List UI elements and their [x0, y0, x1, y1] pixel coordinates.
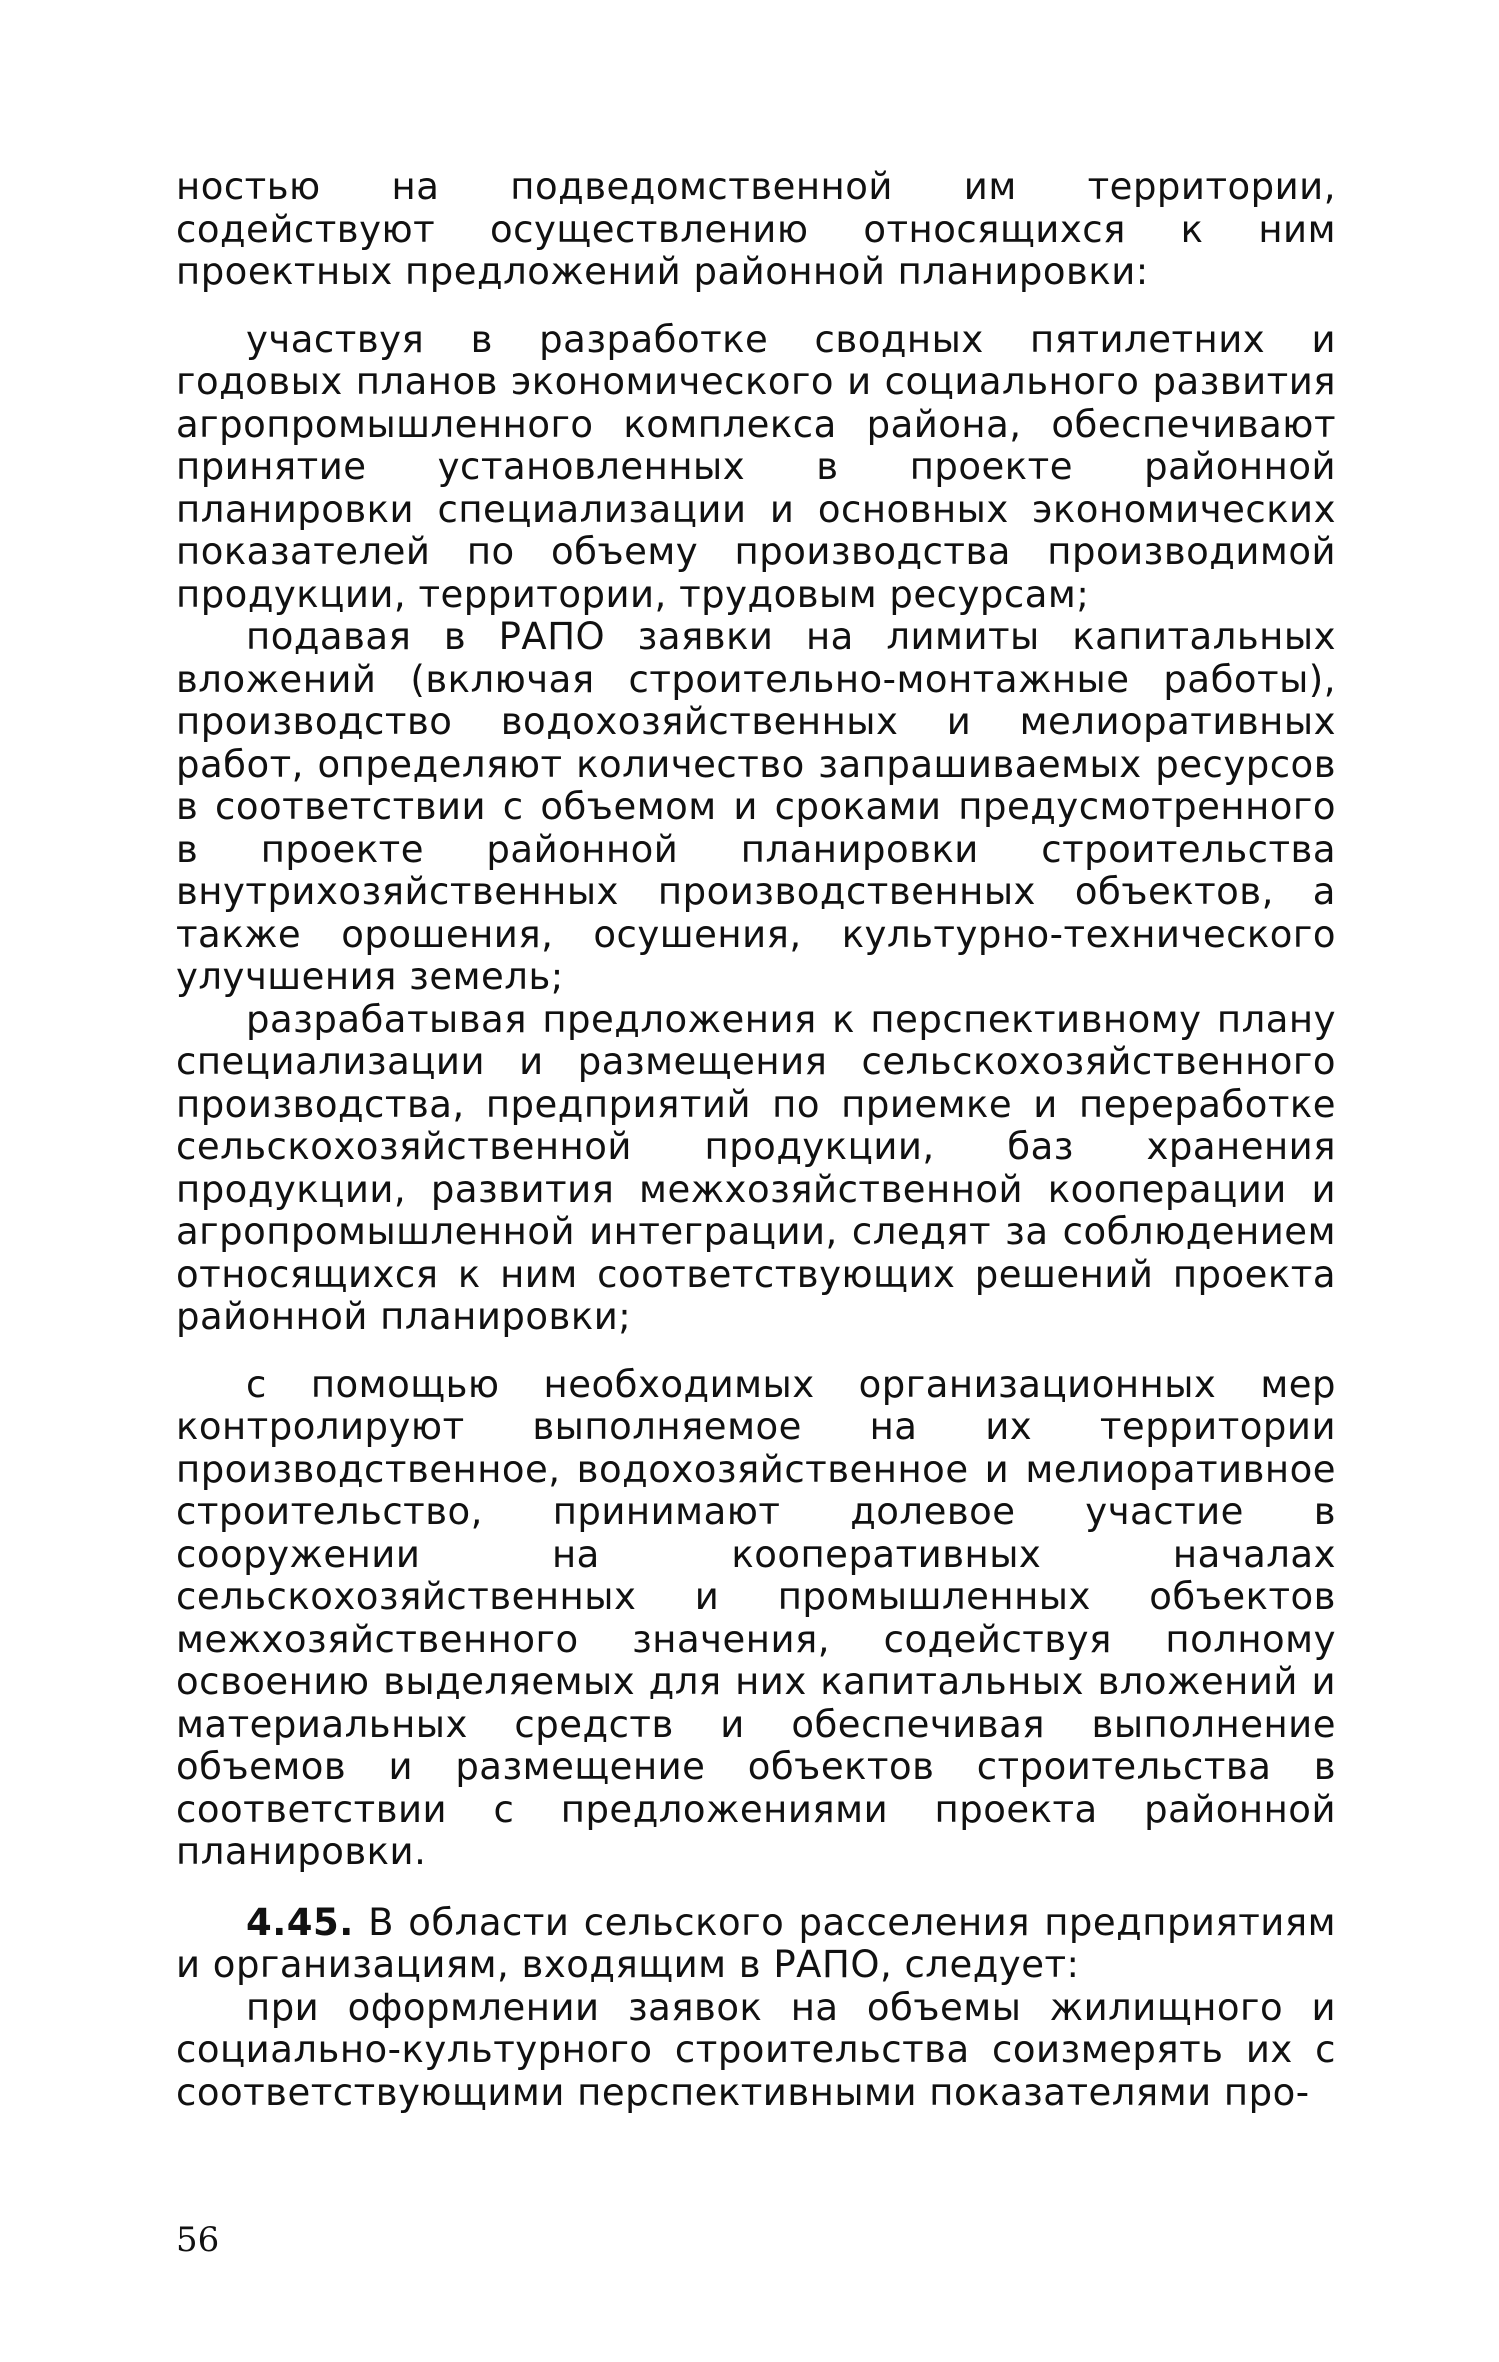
- paragraph-item-5: при оформлении заявок на объемы жилищного и социально-культурного строительства соизмерять их с соответствующими перспективными показателями про-: [176, 1985, 1336, 2114]
- paragraph-item-3: разрабатывая предложения к перспективному плану специализации и размещения сельскохозяйственного производства, предприятий по приемке и переработке сельскохозяйственной продукции, баз хранения продукции, развития межхозяйственной кооперации и агропромышленной интеграции, следят за соблюдением относящихся к ним соответствующих решений проекта районной планировки;: [176, 997, 1336, 1338]
- page-number: 56: [176, 2220, 220, 2260]
- section-number: 4.45.: [246, 1900, 354, 1944]
- paragraph-intro: ностью на подведомственной им территории, содействуют осуществлению относящихся к ним проектных предложений районной планировки:: [176, 165, 1336, 293]
- document-page: [176, 166, 1336, 2114]
- section-text: В области сельского расселения предприятиям и организациям, входящим в РАПО, следует:: [176, 1900, 1337, 1986]
- paragraph-item-2: подавая в РАПО заявки на лимиты капитальных вложений (включая строительно-монтажные работы), производство водохозяйственных и мелиоративных работ, определяют количество запрашиваемых ресурсов в соответствии с объемом и сроками предусмотренного в проекте районной планировки строительства внутрихозяйственных производственных объектов, а также орошения, осушения, культурно-технического улучшения земель;: [176, 615, 1336, 998]
- section-4-45: [176, 1902, 1336, 1987]
- paragraph-item-1: участвуя в разработке сводных пятилетних и годовых планов экономического и социального развития агропромышленного комплекса района, обеспечивают принятие установленных в проекте районной планировки специализации и основных экономических показателей по объему производства производимой продукции, территории, трудовым ресурсам;: [176, 317, 1336, 616]
- paragraph-item-4: с помощью необходимых организационных мер контролируют выполняемое на их территории производственное, водохозяйственное и мелиоративное строительство, принимают долевое участие в сооружении на кооперативных началах сельскохозяйственных и промышленных объектов межхозяйственного значения, содействуя полному освоению выделяемых для них капитальных вложений и материальных средств и обеспечивая выполнение объемов и размещение объектов строительства в соответствии с предложениями проекта районной планировки.: [176, 1362, 1336, 1873]
